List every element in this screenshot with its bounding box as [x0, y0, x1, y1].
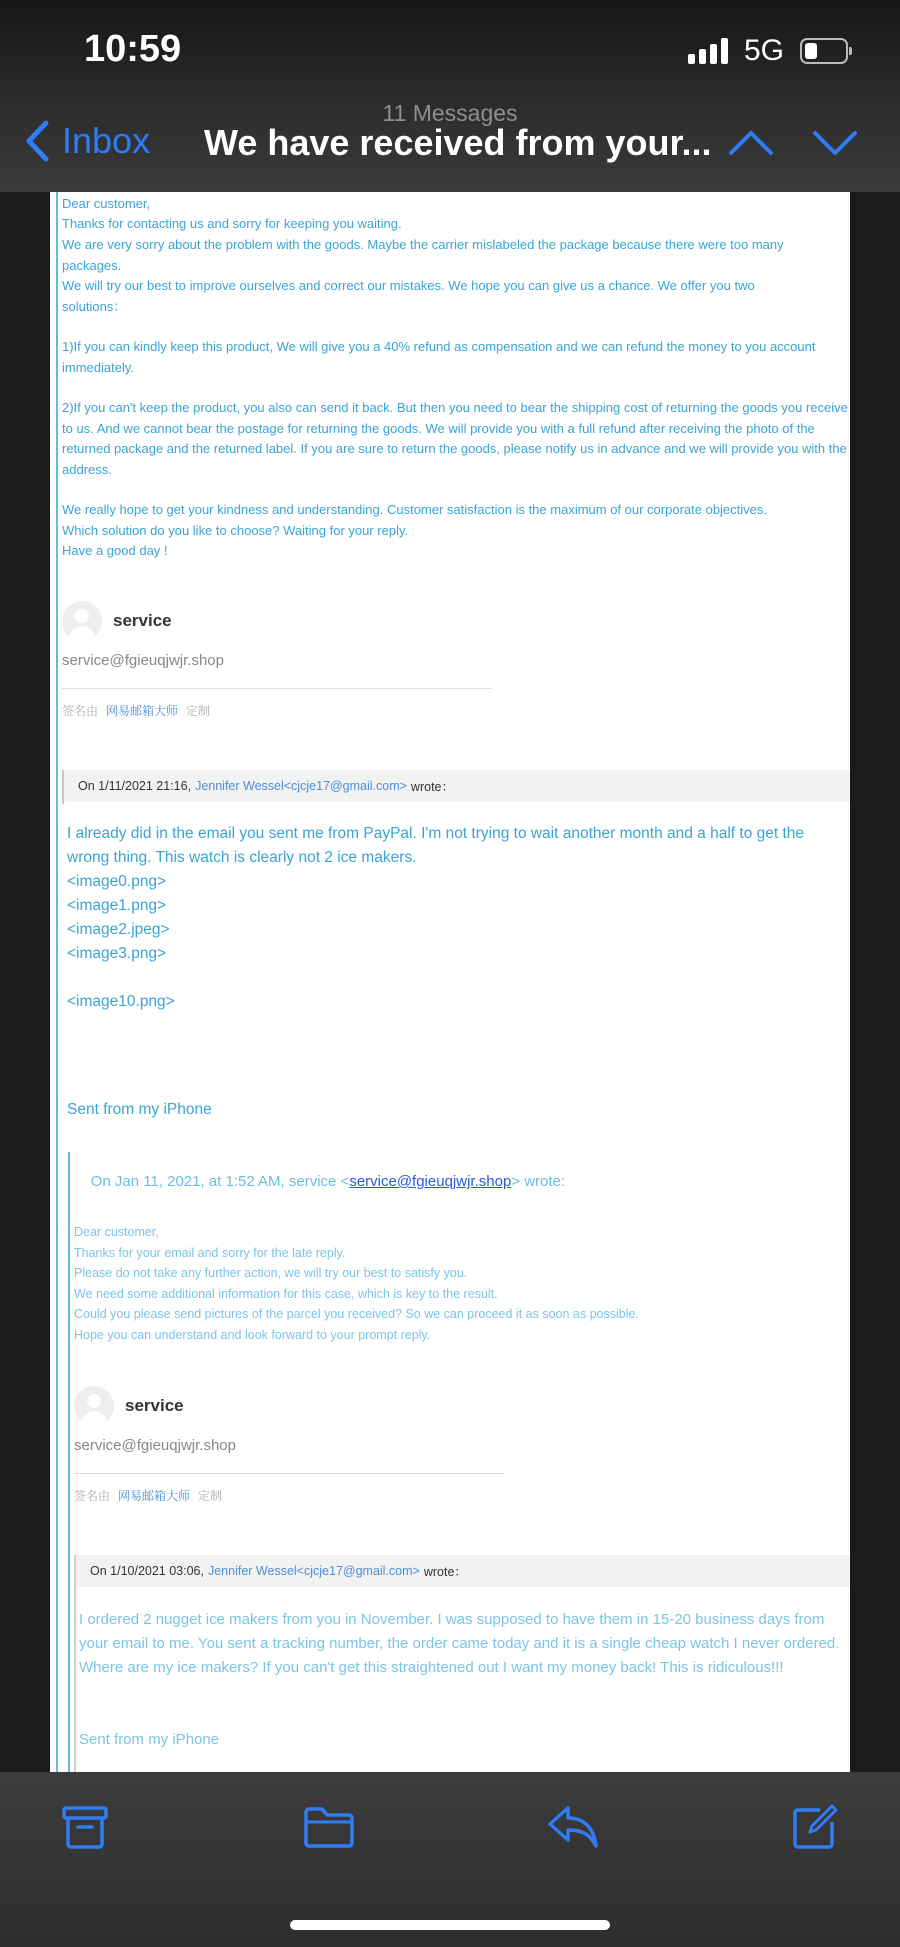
paragraph: Thanks for contacting us and sorry for keeping you waiting.: [62, 216, 402, 231]
signature-email: service@fgieuqjwjr.shop: [62, 652, 224, 669]
attachment-link[interactable]: <image10.png>: [67, 993, 175, 1010]
solution-one: 1)If you can kindly keep this product, We will give you a 40% refund as compensation and we can refund the money to you account immediately.: [62, 339, 820, 375]
quote3-date: On 1/10/2021 03:06,: [90, 1564, 204, 1578]
closing-paragraph: We really hope to get your kindness and understanding. Customer satisfaction is the maximum of our corporate objectives. Which solution do you like to choose? Waiting for your reply. Have a good day !: [62, 502, 768, 558]
signed-by-label: 签名由: [74, 1489, 111, 1503]
greeting: Dear customer,: [62, 196, 151, 211]
attachment-link[interactable]: <image3.png>: [67, 945, 167, 962]
attachment-link[interactable]: <image2.jpeg>: [67, 921, 170, 938]
next-message-button[interactable]: [812, 128, 858, 158]
back-label: Inbox: [62, 120, 151, 161]
avatar: [62, 601, 102, 641]
network-type: 5G: [743, 34, 784, 67]
quote2-header: [74, 1146, 844, 1218]
previous-message-button[interactable]: [728, 128, 774, 158]
header: [0, 0, 900, 192]
sent-from: Sent from my iPhone: [67, 1101, 212, 1118]
quote-wrote: wrote：: [410, 780, 454, 794]
chevron-left-icon: [24, 120, 50, 162]
attachment-link[interactable]: <image0.png>: [67, 873, 167, 890]
mail-master-link[interactable]: 网易邮箱大师: [106, 704, 179, 718]
signature-name: service: [113, 611, 172, 630]
home-indicator: [290, 1920, 610, 1930]
avatar: [74, 1386, 114, 1426]
quote3-header: [76, 1555, 850, 1587]
archive-icon[interactable]: [60, 1802, 110, 1852]
paragraph: We are very sorry about the problem with the goods. Maybe the carrier mislabeled the package because there were too many packages.: [62, 237, 788, 273]
quote-rule: [56, 192, 58, 1772]
reply-icon[interactable]: [546, 1802, 600, 1852]
quote-header: [64, 770, 850, 802]
folder-icon[interactable]: [302, 1802, 356, 1852]
paragraph: We will try our best to improve ourselves and correct our mistakes. We hope you can give us a chance. We offer you two solutions：: [62, 278, 759, 314]
divider: [62, 688, 492, 689]
quote2-email-link[interactable]: service@fgieuqjwjr.shop: [349, 1173, 512, 1190]
attachment-link[interactable]: <image1.png>: [67, 897, 167, 914]
quote2-body: Dear customer, Thanks for your email and sorry for the late reply. Please do not take any further action, we will try our best to satisfy you. We need some additional information for this case, which is key to the result. Could you please send pictures of the parcel you received? So we can proceed it as soon as possible. Hope you can understand and look forward to your prompt reply.: [74, 1225, 639, 1342]
compose-icon[interactable]: [790, 1802, 840, 1852]
solution-two: 2)If you can't keep the product, you also can send it back. But then you need to bear the shipping cost of returning the goods you receive to us. And we cannot bear the postage for returning the goods. We will provide you with a full refund after receiving the photo of the returned package and the returned label. If you are sure to return the goods, please notify us in advance and we will provide you with the address.: [62, 400, 852, 477]
battery-icon: [800, 38, 848, 64]
back-button[interactable]: [24, 120, 150, 162]
quote-edge: [74, 1555, 76, 1775]
signature-footer: [62, 702, 210, 719]
divider: [74, 1473, 504, 1474]
quote3-sender-link[interactable]: Jennifer Wessel<cjcje17@gmail.com>: [207, 1564, 420, 1578]
status-time: 10:59: [84, 28, 182, 70]
quote2-date: On Jan 11, 2021, at 1:52 AM, service <: [90, 1173, 350, 1190]
customize-link[interactable]: 定制: [198, 1489, 223, 1503]
sent-from: Sent from my iPhone: [79, 1731, 220, 1748]
customize-link[interactable]: 定制: [186, 704, 211, 718]
signature-email: service@fgieuqjwjr.shop: [74, 1437, 236, 1454]
signature-footer: [74, 1487, 222, 1504]
signal-icon: [688, 38, 728, 64]
quote3-body: I ordered 2 nugget ice makers from you in November. I was supposed to have them in 15-20 business days from your email to me. You sent a tracking number, the order came today and it is a single cheap watch I never ordered. Where are my ice makers? If you can't get this straightened out I want my money back! This is ridiculous!!!: [79, 1611, 844, 1676]
quote2-wrote: > wrote:: [511, 1173, 566, 1190]
email-subject: We have received from your...: [204, 122, 712, 163]
mail-master-link[interactable]: 网易邮箱大师: [118, 1489, 191, 1503]
quote-edge: [68, 1152, 70, 1792]
message-count: 11 Messages: [382, 100, 518, 126]
email-body[interactable]: [50, 192, 850, 1772]
quote-date: On 1/11/2021 21:16,: [78, 779, 192, 793]
customer-reply-body: I already did in the email you sent me from PayPal. I'm not trying to wait another month and a half to get the wrong thing. This watch is clearly not 2 ice makers.: [67, 825, 809, 866]
quote3-wrote: wrote：: [423, 1565, 467, 1579]
signed-by-label: 签名由: [62, 704, 99, 718]
signature-name: service: [125, 1396, 184, 1415]
status-indicators: [688, 34, 848, 68]
quote-sender-link[interactable]: Jennifer Wessel<cjcje17@gmail.com>: [195, 779, 407, 793]
